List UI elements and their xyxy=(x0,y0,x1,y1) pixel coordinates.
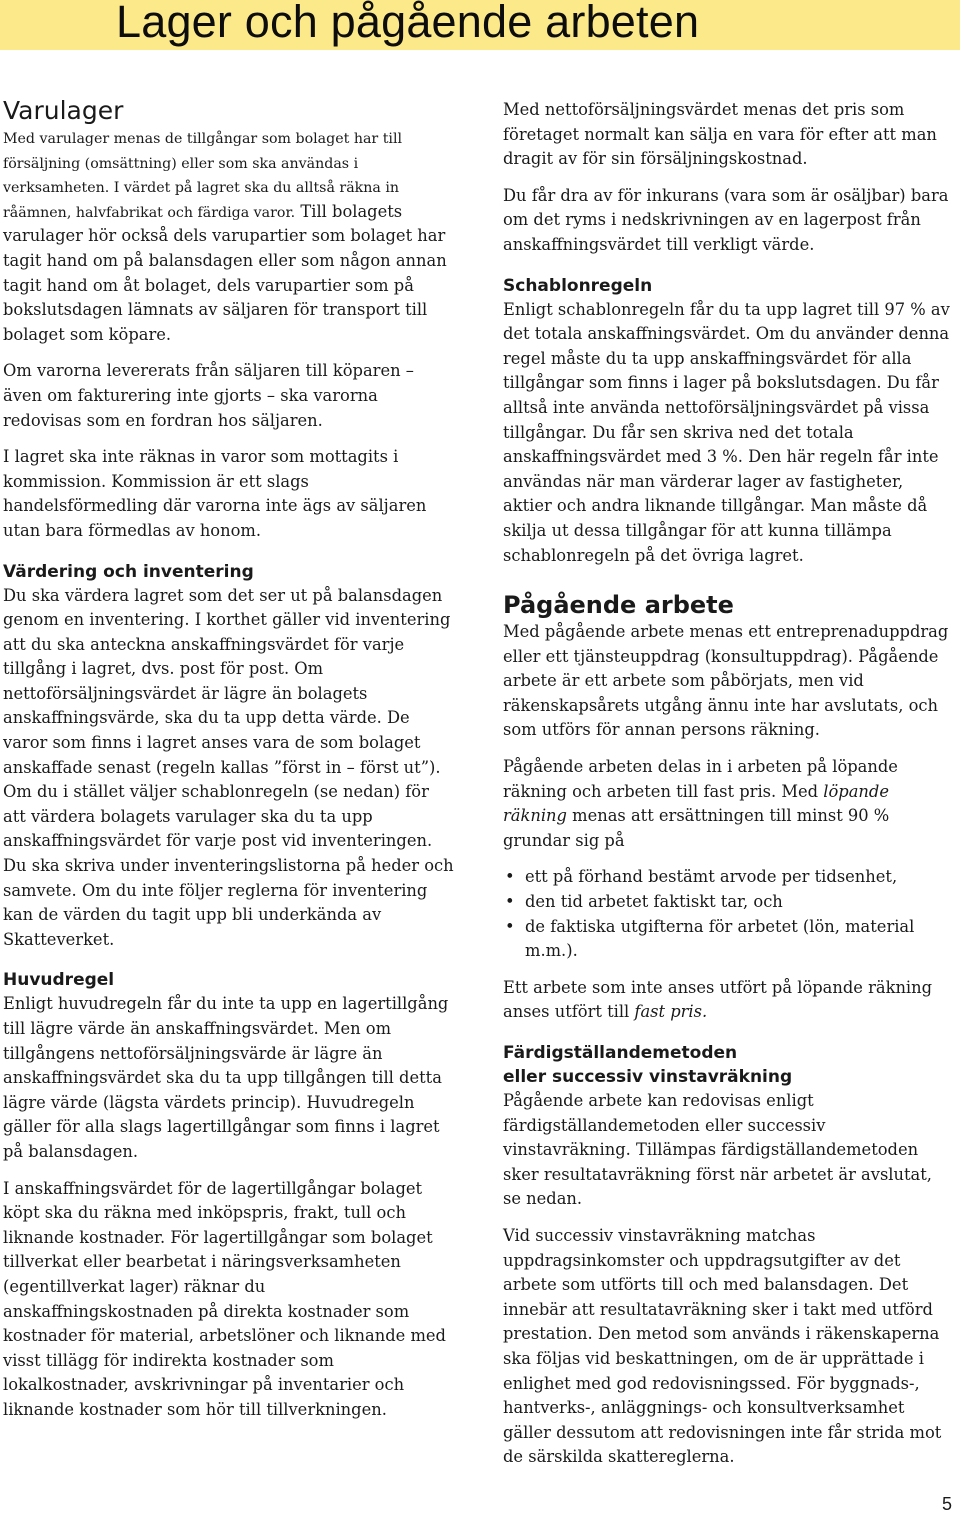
varulager-intro-body: Till bolagets varulager hör också dels varupartier som bolaget har tagit hand om på balansdagen eller som någon annan tagit hand om åt bolaget, dels varupartier som på bokslutsdagen lämnats av säljaren för transport till bolaget som köpare. xyxy=(3,201,447,344)
lopande-emphasis: löpande räkning xyxy=(503,781,889,826)
right-column xyxy=(503,98,955,1482)
page-title: Lager och pågående arbeten xyxy=(116,0,700,47)
paragraph-lopande-rakning xyxy=(503,755,955,853)
paragraph-pagaende-definition: Med pågående arbete menas ett entreprenaduppdrag eller ett tjänsteuppdrag (konsultuppdrag). Pågående arbete är ett arbete som påbörjats, men vid räkenskapsårets utgång ännu inte har avslutats, och som utförs för annan persons räkning. xyxy=(503,622,949,740)
varulager-intro-note: Med varulager menas de tillgångar som bolaget har till försäljning (omsättning) eller som ska användas i verksamheten. I värdet på lagret ska du alltså räkna in råämnen, halvfabrikat och färdiga varor. xyxy=(3,131,403,221)
bullet-list xyxy=(503,865,955,963)
fast-pris-emphasis: fast pris. xyxy=(634,1002,708,1022)
heading-fardig-line-1: Färdigställandemetoden xyxy=(503,1043,738,1063)
paragraph-fardigstallande: Pågående arbete kan redovisas enligt färdigställandemetoden eller successiv vinstavräkning. Tillämpas färdigställandemetoden sker resultatavräkning först när arbetet är avslutat, se nedan. xyxy=(503,1091,932,1209)
heading-fardigstallandemetoden xyxy=(503,1041,955,1089)
paragraph-varulager-definition xyxy=(3,126,455,347)
paragraph-huvudregel: Enligt huvudregeln får du inte ta upp en lagertillgång till lägre värde än anskaffningsvärdet. Men om tillgångens nettoförsäljningsvärde är lägre än anskaffningsvärdet ska du ta upp tillgången till detta lägre värde (lägsta värdets princip). Huvudregeln gäller för alla slags lagertillgångar som finns i lagret på balansdagen. xyxy=(3,994,449,1161)
paragraph-schablonregeln: Enligt schablonregeln får du ta upp lagret till 97 % av det totala anskaffningsvärdet. Om du använder denna regel måste du ta upp anskaffningsvärdet för alla tillgångar som finns i lager på bokslutsdagen. Du får alltså inte använda nettoförsäljningsvärdet på vissa tillgångar. Du får sen skriva ned det totala anskaffningsvärdet med 3 %. Den här regeln får inte användas när man värderar lager av fastigheter, aktier och andra liknande tillgångar. Man måste då skilja ut dessa tillgångar för att kunna tillämpa schablonregeln på det övriga lagret. xyxy=(503,299,950,565)
list-item: • den tid arbetet faktiskt tar, och xyxy=(503,890,955,915)
paragraph-leverans: Om varorna levererats från säljaren till köparen – även om fakturering inte gjorts – ska varorna redovisas som en fordran hos säljaren. xyxy=(3,361,414,430)
heading-pagaende-arbete: Pågående arbete xyxy=(503,591,734,620)
fast-pris-text: Ett arbete som inte anses utfört på löpande räkning anses utfört till xyxy=(503,977,933,1022)
paragraph-anskaffningsvarde: I anskaffningsvärdet för de lagertillgångar bolaget köpt ska du räkna med inköpspris, frakt, tull och liknande kostnader. För lagertillgångar som bolaget tillverkat eller bearbetat i näringsverksamheten (egentillverkat lager) räknar du anskaffningskostnaden på direkta kostnader som kostnader för material, arbetslöner och liknande med visst tillägg för indirekta kostnader som lokalkostnader, avskrivningar på inventarier och liknande kostnader som hör till tillverkningen. xyxy=(3,1178,446,1419)
heading-fardig-line-2: eller successiv vinstavräkning xyxy=(503,1067,793,1087)
list-item: • de faktiska utgifterna för arbetet (lön, material m.m.). xyxy=(503,915,955,964)
paragraph-nettoforsaljningsvarde: Med nettoförsäljningsvärdet menas det pris som företaget normalt kan sälja en vara för efter att man dragit av för sin försäljningskostnad. xyxy=(503,100,937,169)
paragraph-fast-pris xyxy=(503,976,955,1025)
heading-vardering: Värdering och inventering xyxy=(3,561,254,582)
page-number: 5 xyxy=(941,1494,952,1514)
heading-schablonregeln: Schablonregeln xyxy=(503,275,653,296)
lopande-text-pre: Pågående arbeten delas in i arbeten på löpande räkning och arbeten till fast pris. Med xyxy=(503,757,898,801)
lopande-text-post: menas att ersättningen till minst 90 % grundar sig på xyxy=(503,806,890,850)
heading-varulager: Varulager xyxy=(3,96,124,125)
paragraph-kommission: I lagret ska inte räknas in varor som mottagits i kommission. Kommission är ett slags handelsförmedling där varorna inte ägs av säljaren utan bara förmedlas av honom. xyxy=(3,447,427,540)
list-item: • ett på förhand bestämt arvode per tidsenhet, xyxy=(503,865,955,890)
paragraph-inkurans: Du får dra av för inkurans (vara som är osäljbar) bara om det ryms i nedskrivningen av en lagerpost från anskaffningsvärdet till verkligt värde. xyxy=(503,185,949,254)
paragraph-vardering: Du ska värdera lagret som det ser ut på balansdagen genom en inventering. I korthet gäller vid inventering att du ska anteckna anskaffningsvärdet för varje tillgång i lagret, dvs. post för post. Om nettoförsäljningsvärdet är lägre än bolagets anskaffningsvärde, ska du ta upp detta värde. De varor som finns i lagret anses vara de som bolaget anskaffade senast (regeln kallas ”först in – först ut”). Om du i stället väljer schablonregeln (se nedan) för att värdera bolagets varulager ska du ta upp anskaffningsvärdet för varje post vid inventeringen. Du ska skriva under inventeringslistorna på heder och samvete. Om du inte följer reglerna för inventering kan de värden du tagit upp bli underkända av Skatteverket. xyxy=(3,585,454,949)
paragraph-successiv: Vid successiv vinstavräkning matchas uppdragsinkomster och uppdragsutgifter av det arbete som utförts till och med balansdagen. Det innebär att resultatavräkning sker i takt med utförd prestation. Den metod som används i räkenskaperna ska följas vid beskattningen, om de är upprättade i enlighet med god redovisningssed. För byggnads-, hantverks-, anläggnings- och konsultverksamhet gäller dessutom att redovisningen inte får strida mot de särskilda skattereglerna. xyxy=(503,1225,942,1467)
heading-huvudregel: Huvudregel xyxy=(3,970,115,991)
left-column xyxy=(3,96,455,1435)
